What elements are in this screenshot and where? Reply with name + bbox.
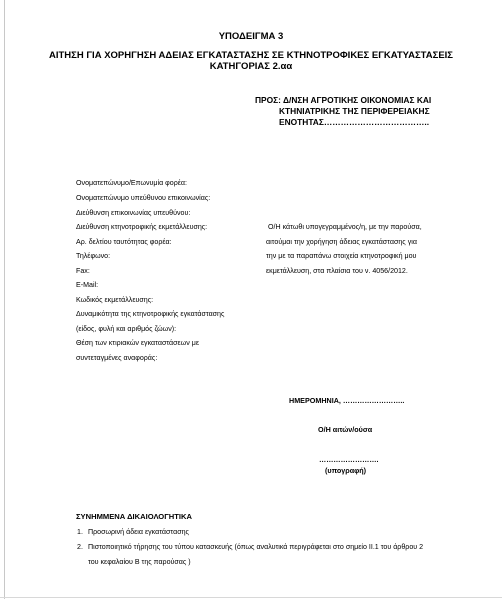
field-label: Ονοματεπώνυμο υπεύθυνου επικοινωνίας:: [76, 194, 211, 202]
attachment-text: Πιστοποιητικό τήρησης του τύπου κατασκευής (όπως αναλυτικά περιγράφεται στο σημείο ΙΙ.1 του άρθρου 2: [88, 543, 424, 551]
field-label: Διεύθυνση επικοινωνίας υπευθύνου:: [76, 209, 191, 217]
applicant-label: Ο/Η αιτών/ούσα: [318, 425, 373, 434]
field-label: Fax:: [76, 267, 90, 275]
field-label: (είδος, φυλή και αριθμός ζώων):: [76, 325, 177, 333]
field-label: Θέση των κτιριακών εγκαταστάσεων με: [76, 339, 199, 347]
field-label: συντεταγμένες αναφοράς:: [76, 354, 158, 362]
request-line: Ο/Η κάτωθι υπογεγραμμένος/η, με την παρούσα,: [268, 223, 422, 231]
page-bottom-border: [0, 597, 502, 598]
request-line: εκμετάλλευση, στα πλαίσια του ν. 4056/2012.: [266, 267, 408, 275]
recipient-line-1: ΠΡΟΣ: Δ/ΝΣΗ ΑΓΡΟΤΙΚΗΣ ΟΙΚΟΝΟΜΙΑΣ ΚΑΙ: [255, 95, 432, 105]
field-label: E-Mail:: [76, 281, 99, 289]
sample-number: ΥΠΟΔΕΙΓΜΑ 3: [218, 31, 284, 42]
signature-line: …………………….: [319, 455, 379, 464]
attachment-number: 1.: [77, 528, 83, 536]
field-label: Δυναμικότητα της κτηνοτροφικής εγκατάστασης: [76, 310, 225, 318]
field-label: Κωδικός εκμετάλλευσης:: [76, 296, 154, 304]
request-line: την με τα παραπάνω στοιχεία κτηνοτροφική μου: [266, 252, 417, 260]
recipient-line-2: ΚΤΗΝΙΑΤΡΙΚΗΣ ΤΗΣ ΠΕΡΙΦΕΡΕΙΑΚΗΣ: [279, 106, 430, 116]
attachment-number: 2.: [77, 543, 83, 551]
recipient-line-3: ΕΝΟΤΗΤΑΣ………………………………..: [279, 117, 430, 127]
attachments-heading: ΣΥΝΗΜΜΕΝΑ ΔΙΚΑΙΟΛΟΓΗΤΙΚΑ: [76, 512, 192, 521]
field-label: Ονοματεπώνυμο/Επωνυμία φορέα:: [76, 179, 187, 187]
field-label: Αρ. δελτίου ταυτότητας φορέα:: [76, 238, 172, 246]
attachment-text: Προσωρινή άδεια εγκατάστασης: [88, 528, 189, 536]
field-label: Τηλέφωνο:: [76, 252, 111, 260]
signature-label: (υπογραφή): [325, 466, 367, 475]
title-line-2: ΚΑΤΗΓΟΡΙΑΣ 2.αα: [209, 61, 293, 72]
date-line: ΗΜΕΡΟΜΗΝΙΑ, ……………………..: [289, 396, 405, 405]
request-line: αιτούμαι την χορήγηση άδειας εγκατάστασης για: [266, 238, 417, 246]
field-label: Διεύθυνση κτηνοτροφικής εκμετάλλευσης:: [76, 223, 208, 231]
attachment-text-continued: του κεφαλαίου Β της παρούσας ): [88, 558, 191, 566]
title-line-1: ΑΙΤΗΣΗ ΓΙΑ ΧΟΡΗΓΗΣΗ ΑΔΕΙΑΣ ΕΓΚΑΤΑΣΤΑΣΗΣ ΣΕ ΚΤΗΝΟΤΡΟΦΙΚΕΣ ΕΓΚΑΤΥΑΣΤΑΣΕΙΣ: [48, 50, 454, 61]
page-left-border: [4, 0, 5, 599]
